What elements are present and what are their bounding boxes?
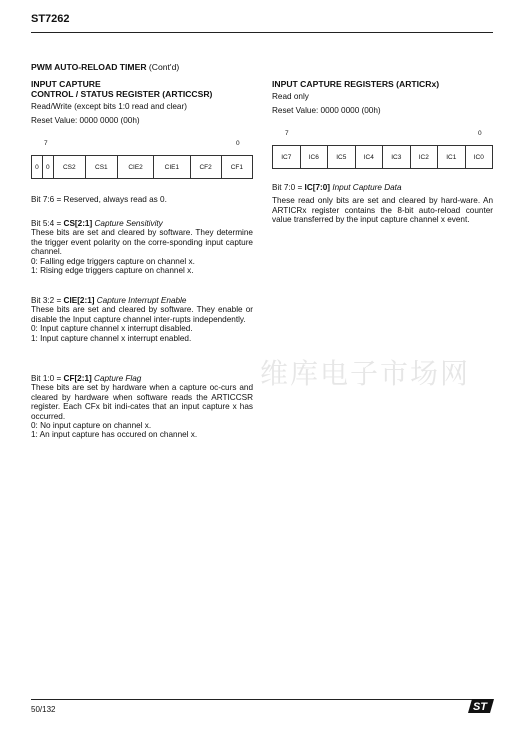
footer-rule: [31, 699, 493, 700]
articr-bit-2: IC2: [410, 146, 438, 169]
articcsr-reset: Reset Value: 0000 0000 (00h): [31, 115, 140, 125]
articr-bit-5: IC5: [328, 146, 356, 169]
articcsr-bit-hi: 7: [44, 140, 48, 147]
articr-reset: Reset Value: 0000 0000 (00h): [272, 105, 381, 115]
bit54-heading: [31, 219, 253, 228]
articcsr-title-1: INPUT CAPTURE: [31, 79, 101, 89]
bit10-desc: These bits are set by hardware when a capture oc-curs and cleared by hardware when software reads the ARTICCSR register. Each CFx bit indi-cates that an input capture x has occurred.: [31, 383, 253, 421]
articcsr-bit-row: [32, 156, 253, 179]
articr-bit-table: [272, 145, 493, 169]
bit32-title: Capture Interrupt Enable: [96, 296, 187, 305]
articcsr-bit-0: CF1: [221, 156, 252, 179]
bit70-prefix: Bit 7:0 =: [272, 183, 305, 192]
articcsr-bit-table: [31, 155, 253, 179]
bit10-heading: [31, 374, 253, 383]
bit54-prefix: Bit 5:4 =: [31, 219, 64, 228]
bit32-opt0: 0: Input capture channel x interrupt disabled.: [31, 324, 193, 334]
articr-title: INPUT CAPTURE REGISTERS (ARTICRx): [272, 79, 440, 89]
bit10-name: CF[2:1]: [63, 374, 92, 383]
bit70-title: Input Capture Data: [332, 183, 402, 192]
articcsr-bit-2: CIE1: [154, 156, 190, 179]
bit54-opt1: 1: Rising edge triggers capture on channel x.: [31, 266, 194, 276]
header-rule: [31, 32, 493, 33]
articr-bit-1: IC1: [438, 146, 466, 169]
bit70-heading: [272, 183, 493, 192]
bit54-opt0: 0: Falling edge triggers capture on channel x.: [31, 256, 195, 266]
section-title-main: PWM AUTO-RELOAD TIMER: [31, 62, 147, 72]
bit70-desc: These read only bits are set and cleared by hard-ware. An ARTICRx register contains the 8-bit auto-reload counter value transferred by the input capture channel x event.: [272, 196, 493, 225]
bit76-desc: Bit 7:6 = Reserved, always read as 0.: [31, 195, 167, 204]
articr-bit-hi: 7: [285, 130, 289, 137]
section-title-contd: (Cont'd): [148, 62, 180, 72]
st-logo-text: ST: [472, 701, 488, 713]
bit10-prefix: Bit 1:0 =: [31, 374, 64, 383]
document-id: ST7262: [31, 13, 70, 25]
bit54-name: CS[2:1]: [63, 219, 93, 228]
watermark: 维库电子市场网: [260, 357, 471, 390]
bit32-heading: [31, 296, 253, 305]
bit54-desc: These bits are set and cleared by software. They determine the trigger event polarity on the corre-sponding input capture channel.: [31, 228, 253, 257]
bit70-block: [272, 183, 493, 225]
bit32-desc: These bits are set and cleared by software. They enable or disable the Input capture channel inter-rupts independently.: [31, 305, 253, 324]
st-logo-icon: [468, 698, 494, 714]
bit70-name: IC[7:0]: [304, 183, 331, 192]
bit32-opt1: 1: Input capture channel x interrupt enabled.: [31, 333, 192, 343]
articcsr-bit-1: CF2: [190, 156, 221, 179]
articcsr-bit-6: 0: [42, 156, 53, 179]
articcsr-bit-5: CS2: [53, 156, 85, 179]
articr-bit-lo: 0: [478, 130, 482, 137]
articcsr-title-2: CONTROL / STATUS REGISTER (ARTICCSR): [31, 89, 213, 99]
articr-bit-6: IC6: [300, 146, 328, 169]
articr-bit-0: IC0: [465, 146, 493, 169]
articr-bit-7: IC7: [273, 146, 301, 169]
articr-bit-3: IC3: [383, 146, 411, 169]
bit32-prefix: Bit 3:2 =: [31, 296, 64, 305]
bit54-block: [31, 219, 253, 275]
articcsr-bit-4: CS1: [85, 156, 117, 179]
articcsr-bit-7: 0: [32, 156, 43, 179]
articcsr-bit-lo: 0: [236, 140, 240, 147]
bit32-block: [31, 296, 253, 343]
bit54-title: Capture Sensitivity: [94, 219, 163, 228]
articcsr-access: Read/Write (except bits 1:0 read and clear): [31, 102, 187, 111]
bit10-opt0: 0: No input capture on channel x.: [31, 421, 152, 431]
right-column: [272, 79, 493, 115]
page-number: 50/132: [31, 705, 56, 714]
articr-bit-row: [273, 146, 493, 169]
bit10-opt1: 1: An input capture has occured on channel x.: [31, 430, 198, 440]
section-title: [31, 62, 179, 72]
bit10-title: Capture Flag: [94, 374, 142, 383]
articcsr-bit-3: CIE2: [117, 156, 153, 179]
articr-bit-4: IC4: [355, 146, 383, 169]
st-logo: [468, 698, 494, 719]
bit32-name: CIE[2:1]: [63, 296, 95, 305]
bit10-block: [31, 374, 253, 440]
left-column: [31, 79, 253, 125]
articr-access: Read only: [272, 92, 309, 101]
